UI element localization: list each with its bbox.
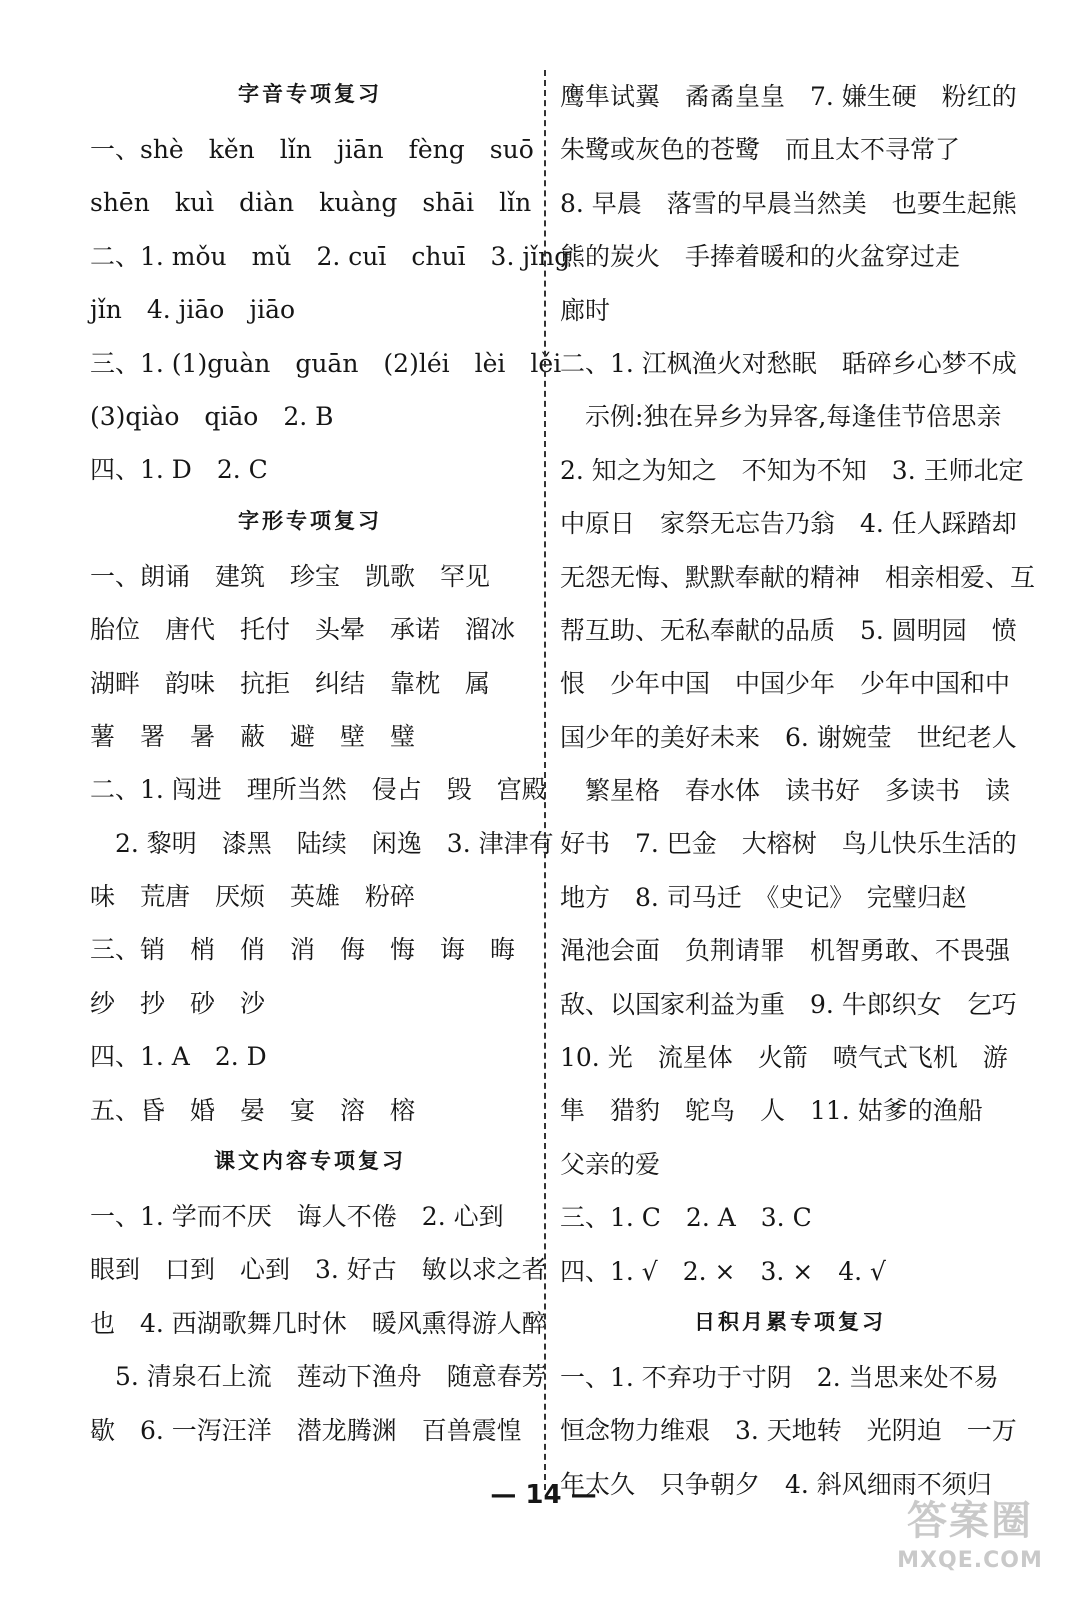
left-column [90, 70, 571, 1457]
answer-line: 恒念物力维艰 3. 天地转 光阴迫 一万 [560, 1416, 1017, 1446]
answer-line: 父亲的爱 [560, 1149, 661, 1179]
answer-line: 歇 6. 一泻汪洋 潜龙腾渊 百兽震惶 [90, 1415, 522, 1445]
answer-line: 2. 黎明 漆黑 陆续 闲逸 3. 津津有 [90, 828, 554, 858]
answer-line: 一、shè kěn lǐn jiān fèng suō [90, 135, 534, 164]
answer-line: 鹰隼试翼 矞矞皇皇 7. 嫌生硬 粉红的 [560, 82, 1017, 111]
watermark-brand: 答案圈 [907, 1498, 1033, 1544]
answer-line: jǐn 4. jiāo jiāo [90, 295, 296, 325]
text-content-answers-continued [560, 70, 1036, 1298]
answer-line: 繁星格 春水体 读书好 多读书 读 [560, 776, 1011, 806]
answer-line: 一、1. 学而不厌 诲人不倦 2. 心到 [90, 1202, 504, 1232]
answer-line: 味 荒唐 厌烦 英雄 粉碎 [90, 882, 416, 912]
answer-line: 中原日 家祭无忘告乃翁 4. 任人踩踏却 [560, 509, 1017, 539]
answer-line: 也 4. 西湖歌舞几时休 暖风熏得游人醉 [90, 1308, 547, 1338]
answer-line: 好书 7. 巴金 大榕树 鸟儿快乐生活的 [560, 829, 1017, 859]
watermark-logo [875, 1496, 1065, 1586]
answer-line: 二、1. mǒu mǔ 2. cuī chuī 3. jǐng [90, 241, 571, 271]
answer-line: 国少年的美好未来 6. 谢婉莹 世纪老人 [560, 722, 1017, 752]
answer-line: 渑池会面 负荆请罪 机智勇敢、不畏强 [560, 936, 1011, 966]
answer-line: 眼到 口到 心到 3. 好古 敏以求之者 [90, 1255, 547, 1285]
answer-line: 廊时 [560, 295, 611, 325]
answer-line: 三、销 梢 俏 消 侮 悔 诲 晦 [90, 935, 516, 965]
pronunciation-answers [90, 123, 571, 497]
answer-line: 熊的炭火 手捧着暖和的火盆穿过走 [560, 242, 961, 272]
answer-line: 5. 清泉石上流 莲动下渔舟 随意春芳 [90, 1362, 547, 1392]
section-title-accumulation: 日积月累专项复习 [694, 1309, 886, 1334]
page-number: — 14 — [490, 1480, 597, 1510]
answer-line: 三、1. C 2. A 3. C [560, 1203, 812, 1233]
answer-line: 四、1. √ 2. × 3. × 4. √ [560, 1256, 886, 1286]
answer-line: 8. 早晨 落雪的早晨当然美 也要生起熊 [560, 188, 1017, 218]
answer-line: 二、1. 闯进 理所当然 侵占 毁 宫殿 [90, 775, 547, 805]
section-title-text-content: 课文内容专项复习 [214, 1149, 406, 1174]
answer-line: 纱 抄 砂 沙 [90, 988, 266, 1018]
answer-line: 五、昏 婚 晏 宴 溶 榕 [90, 1095, 416, 1125]
answer-line: 四、1. A 2. D [90, 1042, 267, 1072]
answer-line: 无怨无悔、默默奉献的精神 相亲相爱、互 [560, 562, 1036, 592]
answer-line: 一、1. 不弃功于寸阴 2. 当思来处不易 [560, 1362, 999, 1392]
answer-line: 湖畔 韵味 抗拒 纠结 靠枕 属 [90, 668, 491, 698]
column-divider [544, 70, 546, 1490]
answer-line: 三、1. (1)guàn guān (2)léi lèi lěi [90, 348, 562, 378]
section-title-glyph: 字形专项复习 [238, 508, 382, 533]
answer-line: 地方 8. 司马迁 《史记》 完璧归赵 [560, 882, 967, 912]
answer-line: 隼 猎豹 鸵鸟 人 11. 姑爹的渔船 [560, 1096, 983, 1126]
answer-line: 2. 知之为知之 不知为不知 3. 王师北定 [560, 455, 1024, 485]
answer-line: (3)qiào qiāo 2. B [90, 401, 334, 431]
watermark-url: MXQE.COM [897, 1548, 1043, 1573]
section-title-pronunciation: 字音专项复习 [238, 82, 382, 106]
right-column [560, 70, 1036, 1511]
answer-line: 帮互助、无私奉献的品质 5. 圆明园 愤 [560, 615, 1017, 645]
answer-line: shēn kuì diàn kuàng shāi lǐn [90, 188, 532, 218]
glyph-answers [90, 550, 554, 1137]
answer-line: 一、朗诵 建筑 珍宝 凯歌 罕见 [90, 561, 491, 591]
answer-line: 恨 少年中国 中国少年 少年中国和中 [560, 669, 1011, 699]
answer-line: 四、1. D 2. C [90, 455, 268, 485]
answer-line: 10. 光 流星体 火箭 喷气式飞机 游 [560, 1043, 1008, 1073]
answer-line: 胎位 唐代 托付 头晕 承诺 溜冰 [90, 615, 516, 645]
answer-line: 年太久 只争朝夕 4. 斜风细雨不须归 [560, 1469, 992, 1499]
answer-line: 薯 署 暑 蔽 避 壁 璧 [90, 721, 416, 751]
text-content-answers [90, 1190, 547, 1457]
answer-line: 二、1. 江枫渔火对愁眠 聒碎乡心梦不成 [560, 348, 1017, 378]
answer-line: 示例:独在异乡为异客,每逢佳节倍思亲 [560, 402, 1002, 432]
answer-line: 敌、以国家利益为重 9. 牛郎织女 乞巧 [560, 989, 1017, 1019]
answer-line: 朱鹭或灰色的苍鹭 而且太不寻常了 [560, 135, 961, 165]
